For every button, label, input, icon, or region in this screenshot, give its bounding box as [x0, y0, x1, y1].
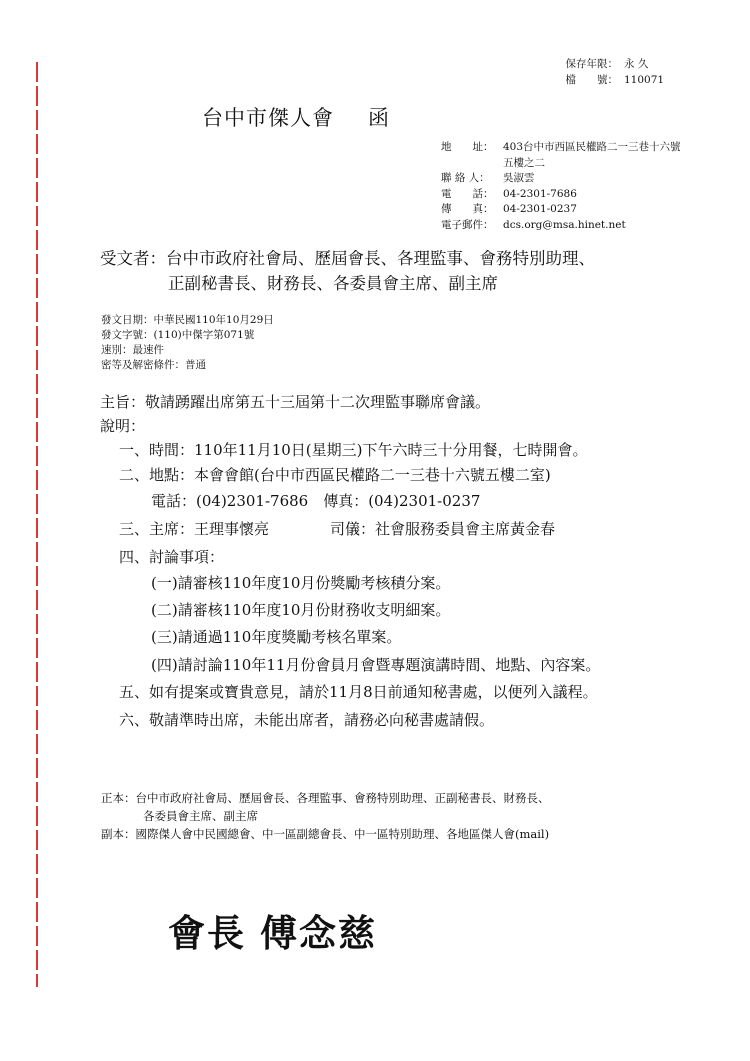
- explain-label: 說明：: [100, 417, 146, 435]
- item-chair: 三、主席：王理事懷亮: [119, 520, 270, 538]
- file-number-label: 檔 號：: [565, 74, 618, 86]
- copy-recipients: 副本：國際傑人會中民國總會、中一區副總會長、中一區特別助理、各地區傑人會(mail): [101, 827, 550, 841]
- item-mc: 司儀：社會服務委員會主席黃金春: [330, 520, 556, 538]
- confidentiality: 密等及解密條件：普通: [101, 359, 206, 371]
- discussion-sub-3: (三)請通過110年度獎勵考核名單案。: [151, 628, 402, 646]
- contact-address-cont: 五樓之二: [503, 156, 545, 169]
- contact-person: 聯 絡 人： 吳淑雲: [441, 172, 535, 185]
- item-attendance: 六、敬請準時出席，未能出席者，請務必向秘書處請假。: [119, 711, 495, 729]
- retention-period-label: 保存年限：: [565, 58, 618, 70]
- contact-phone: 電 話： 04-2301-7686: [441, 187, 577, 200]
- contact-fax: 傳 真： 04-2301-0237: [441, 203, 577, 216]
- recipients-line-2: 正副秘書長、財務長、各委員會主席、副主席: [168, 274, 498, 293]
- send-number: 發文字號：(110)中傑字第071號: [101, 329, 255, 341]
- binding-margin-line: [36, 62, 38, 987]
- subject: 主旨：敬請踴躍出席第五十三屆第十二次理監事聯席會議。: [100, 393, 491, 411]
- organization-name: 台中市傑人會: [202, 106, 334, 130]
- send-date: 發文日期：中華民國110年10月29日: [101, 314, 274, 326]
- discussion-sub-1: (一)請審核110年度10月份獎勵考核積分案。: [151, 574, 451, 592]
- send-meta-block: [101, 313, 274, 373]
- contact-email: 電子郵件： dcs.org@msa.hinet.net: [441, 218, 626, 231]
- contact-block: [441, 140, 741, 234]
- signature-name: 傅念慈: [260, 911, 377, 955]
- original-recipients-cont: 各委員會主席、副主席: [143, 809, 258, 823]
- item-time: 一、時間：110年11月10日(星期三)下午六時三十分用餐，七時開會。: [119, 441, 588, 459]
- item-discussion: 四、討論事項：: [119, 548, 225, 566]
- file-number-value: 110071: [624, 74, 665, 86]
- document-type: 函: [368, 106, 390, 130]
- urgency: 速別：最速件: [101, 344, 164, 356]
- original-recipients: 正本：台中市政府社會局、歷屆會長、各理監事、會務特別助理、正副秘書長、財務長、: [101, 791, 550, 805]
- document-title: [202, 102, 390, 132]
- item-location: 二、地點：本會會館(台中市西區民權路二一三巷十六號五樓二室): [119, 466, 551, 484]
- retention-block: [540, 56, 664, 88]
- signature: [168, 903, 377, 957]
- item-location-phone: 電話：(04)2301-7686 傳真：(04)2301-0237: [151, 492, 481, 510]
- contact-address: 地 址： 403台中市西區民權路二一三巷十六號: [441, 141, 681, 153]
- item-proposals: 五、如有提案或寶貴意見，請於11月8日前通知秘書處，以便列入議程。: [119, 683, 598, 701]
- retention-period-value: 永 久: [624, 58, 649, 70]
- discussion-sub-2: (二)請審核110年度10月份財務收支明細案。: [151, 601, 451, 619]
- signature-title: 會長: [168, 911, 246, 955]
- recipients-line-1: 受文者：台中市政府社會局、歷屆會長、各理監事、會務特別助理、: [100, 249, 595, 268]
- discussion-sub-4: (四)請討論110年11月份會員月會暨專題演講時間、地點、內容案。: [151, 656, 601, 674]
